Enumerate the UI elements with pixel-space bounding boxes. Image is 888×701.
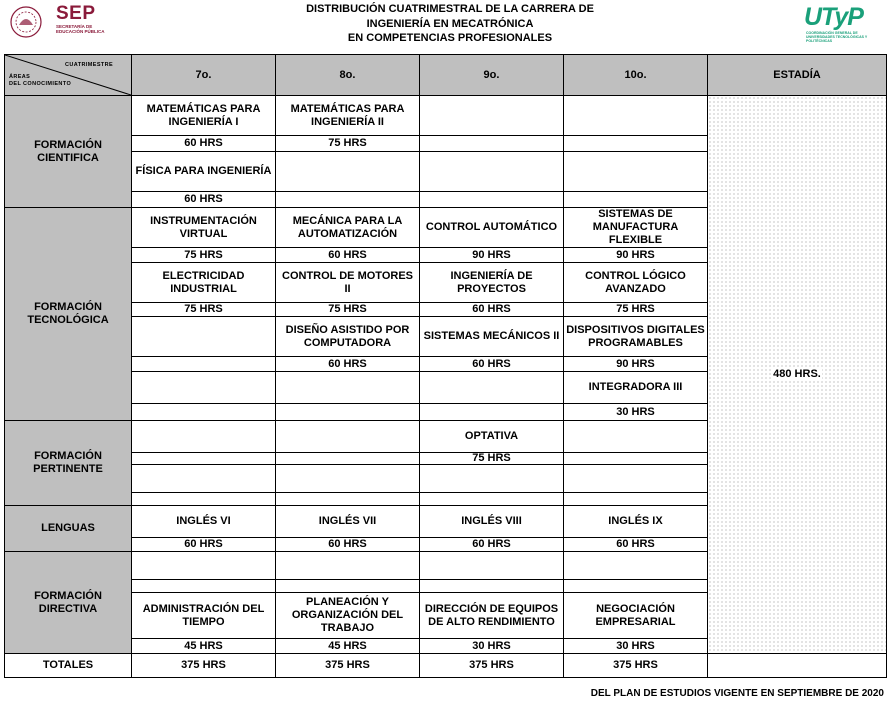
hours-planeacion-organizacion: 45 HRS [276, 639, 420, 654]
utp-logo-text: UTyP [804, 3, 863, 31]
subject-instrumentacion-virtual: INSTRUMENTACIÓN VIRTUAL [132, 208, 276, 248]
subject-diseno-asistido: DISEÑO ASISTIDO POR COMPUTADORA [276, 317, 420, 357]
subject-administracion-tiempo: ADMINISTRACIÓN DEL TIEMPO [132, 593, 276, 639]
hours-ingenieria-proyectos: 60 HRS [420, 303, 564, 317]
totals-label: TOTALES [5, 654, 132, 677]
area-formacion-cientifica: FORMACIÓN CIENTIFICA [5, 96, 132, 208]
empty-cell [132, 372, 276, 404]
sep-logo-text: SEP [56, 3, 96, 24]
subject-ingles-8: INGLÉS VIII [420, 506, 564, 538]
empty-cell [564, 493, 708, 506]
area-formacion-pertinente: FORMACIÓN PERTINENTE [5, 421, 132, 506]
column-header-9: 9o. [420, 55, 564, 96]
hours-optativa: 75 HRS [420, 453, 564, 465]
empty-cell [132, 317, 276, 357]
column-header-10: 10o. [564, 55, 708, 96]
subject-control-motores: CONTROL DE MOTORES II [276, 263, 420, 303]
page-title [250, 2, 650, 46]
empty-cell [276, 453, 420, 465]
empty-cell [276, 580, 420, 593]
hours-control-logico: 75 HRS [564, 303, 708, 317]
curriculum-table [4, 54, 887, 678]
subject-control-logico: CONTROL LÓGICO AVANZADO [564, 263, 708, 303]
total-estadia [708, 654, 886, 677]
hours-ingles-6: 60 HRS [132, 538, 276, 552]
hours-control-automatico: 90 HRS [420, 248, 564, 263]
total-7: 375 HRS [132, 654, 276, 677]
hours-sistemas-manufactura: 90 HRS [564, 248, 708, 263]
subject-sistemas-manufactura: SISTEMAS DE MANUFACTURA FLEXIBLE [564, 208, 708, 248]
corner-label-cuatrimestre: CUATRIMESTRE [65, 62, 114, 68]
utp-logo-subtitle: COORDINACIÓN GENERAL DE UNIVERSIDADES TECNOLÓGICAS Y POLITÉCNICAS [806, 31, 868, 43]
empty-cell [132, 421, 276, 453]
title-line-1: DISTRIBUCIÓN CUATRIMESTRAL DE LA CARRERA DE [306, 3, 594, 15]
hours-diseno-asistido: 60 HRS [276, 357, 420, 372]
empty-cell [564, 136, 708, 152]
hours-integradora-3: 30 HRS [564, 404, 708, 421]
total-8: 375 HRS [276, 654, 420, 677]
area-formacion-tecnologica: FORMACIÓN TECNOLÓGICA [5, 208, 132, 421]
total-9: 375 HRS [420, 654, 564, 677]
empty-cell [132, 465, 276, 493]
empty-cell [132, 580, 276, 593]
subject-direccion-equipos: DIRECCIÓN DE EQUIPOS DE ALTO RENDIMIENTO [420, 593, 564, 639]
title-line-3: EN COMPETENCIAS PROFESIONALES [347, 32, 553, 44]
subject-ingles-6: INGLÉS VI [132, 506, 276, 538]
hours-direccion-equipos: 30 HRS [420, 639, 564, 654]
empty-cell [420, 96, 564, 136]
subject-dispositivos-digitales: DISPOSITIVOS DIGITALES PROGRAMABLES [564, 317, 708, 357]
sep-logo [6, 3, 116, 41]
subject-matematicas-2: MATEMÁTICAS PARA INGENIERÍA II [276, 96, 420, 136]
hours-sistemas-mecanicos: 60 HRS [420, 357, 564, 372]
hours-instrumentacion-virtual: 75 HRS [132, 248, 276, 263]
empty-cell [420, 192, 564, 208]
empty-cell [276, 465, 420, 493]
empty-cell [132, 493, 276, 506]
corner-label-areas: ÁREAS DEL CONOCIMIENTO [9, 74, 72, 87]
empty-cell [276, 372, 420, 404]
subject-sistemas-mecanicos: SISTEMAS MECÁNICOS II [420, 317, 564, 357]
empty-cell [132, 453, 276, 465]
empty-cell [564, 453, 708, 465]
utp-logo [804, 3, 884, 41]
subject-optativa: OPTATIVA [420, 421, 564, 453]
column-header-8: 8o. [276, 55, 420, 96]
total-10: 375 HRS [564, 654, 708, 677]
estadia-hours: 480 HRS. [773, 368, 821, 380]
hours-control-motores: 75 HRS [276, 303, 420, 317]
empty-cell [132, 357, 276, 372]
subject-ingenieria-proyectos: INGENIERÍA DE PROYECTOS [420, 263, 564, 303]
empty-cell [564, 192, 708, 208]
estadia-cell [708, 96, 886, 654]
empty-cell [420, 465, 564, 493]
empty-cell [420, 493, 564, 506]
empty-cell [564, 465, 708, 493]
area-formacion-directiva: FORMACIÓN DIRECTIVA [5, 552, 132, 654]
hours-matematicas-2: 75 HRS [276, 136, 420, 152]
subject-fisica: FÍSICA PARA INGENIERÍA [132, 152, 276, 192]
sep-logo-subtitle: SECRETARÍA DE EDUCACIÓN PÚBLICA [56, 24, 105, 34]
empty-cell [276, 404, 420, 421]
subject-ingles-7: INGLÉS VII [276, 506, 420, 538]
empty-cell [420, 404, 564, 421]
subject-electricidad-industrial: ELECTRICIDAD INDUSTRIAL [132, 263, 276, 303]
subject-control-automatico: CONTROL AUTOMÁTICO [420, 208, 564, 248]
subject-planeacion-organizacion: PLANEACIÓN Y ORGANIZACIÓN DEL TRABAJO [276, 593, 420, 639]
empty-cell [420, 136, 564, 152]
empty-cell [276, 192, 420, 208]
empty-cell [276, 552, 420, 580]
title-line-2: INGENIERÍA EN MECATRÓNICA [366, 17, 534, 30]
column-header-7: 7o. [132, 55, 276, 96]
empty-cell [276, 493, 420, 506]
empty-cell [564, 421, 708, 453]
empty-cell [564, 580, 708, 593]
hours-matematicas-1: 60 HRS [132, 136, 276, 152]
empty-cell [564, 152, 708, 192]
subject-ingles-9: INGLÉS IX [564, 506, 708, 538]
area-lenguas: LENGUAS [5, 506, 132, 552]
footer-note: DEL PLAN DE ESTUDIOS VIGENTE EN SEPTIEMBRE DE 2020 [590, 688, 884, 699]
empty-cell [420, 580, 564, 593]
subject-matematicas-1: MATEMÁTICAS PARA INGENIERÍA I [132, 96, 276, 136]
empty-cell [420, 552, 564, 580]
subject-negociacion-empresarial: NEGOCIACIÓN EMPRESARIAL [564, 593, 708, 639]
hours-ingles-7: 60 HRS [276, 538, 420, 552]
hours-ingles-9: 60 HRS [564, 538, 708, 552]
empty-cell [276, 152, 420, 192]
empty-cell [420, 372, 564, 404]
hours-mecanica-automatizacion: 60 HRS [276, 248, 420, 263]
corner-header [5, 55, 132, 96]
hours-administracion-tiempo: 45 HRS [132, 639, 276, 654]
empty-cell [564, 552, 708, 580]
column-header-estadia: ESTADÍA [708, 55, 886, 96]
empty-cell [132, 552, 276, 580]
subject-mecanica-automatizacion: MECÁNICA PARA LA AUTOMATIZACIÓN [276, 208, 420, 248]
coat-of-arms-icon [6, 3, 50, 41]
hours-ingles-8: 60 HRS [420, 538, 564, 552]
empty-cell [564, 96, 708, 136]
hours-fisica: 60 HRS [132, 192, 276, 208]
hours-dispositivos-digitales: 90 HRS [564, 357, 708, 372]
subject-integradora-3: INTEGRADORA III [564, 372, 708, 404]
empty-cell [132, 404, 276, 421]
hours-negociacion-empresarial: 30 HRS [564, 639, 708, 654]
hours-electricidad-industrial: 75 HRS [132, 303, 276, 317]
empty-cell [276, 421, 420, 453]
empty-cell [420, 152, 564, 192]
